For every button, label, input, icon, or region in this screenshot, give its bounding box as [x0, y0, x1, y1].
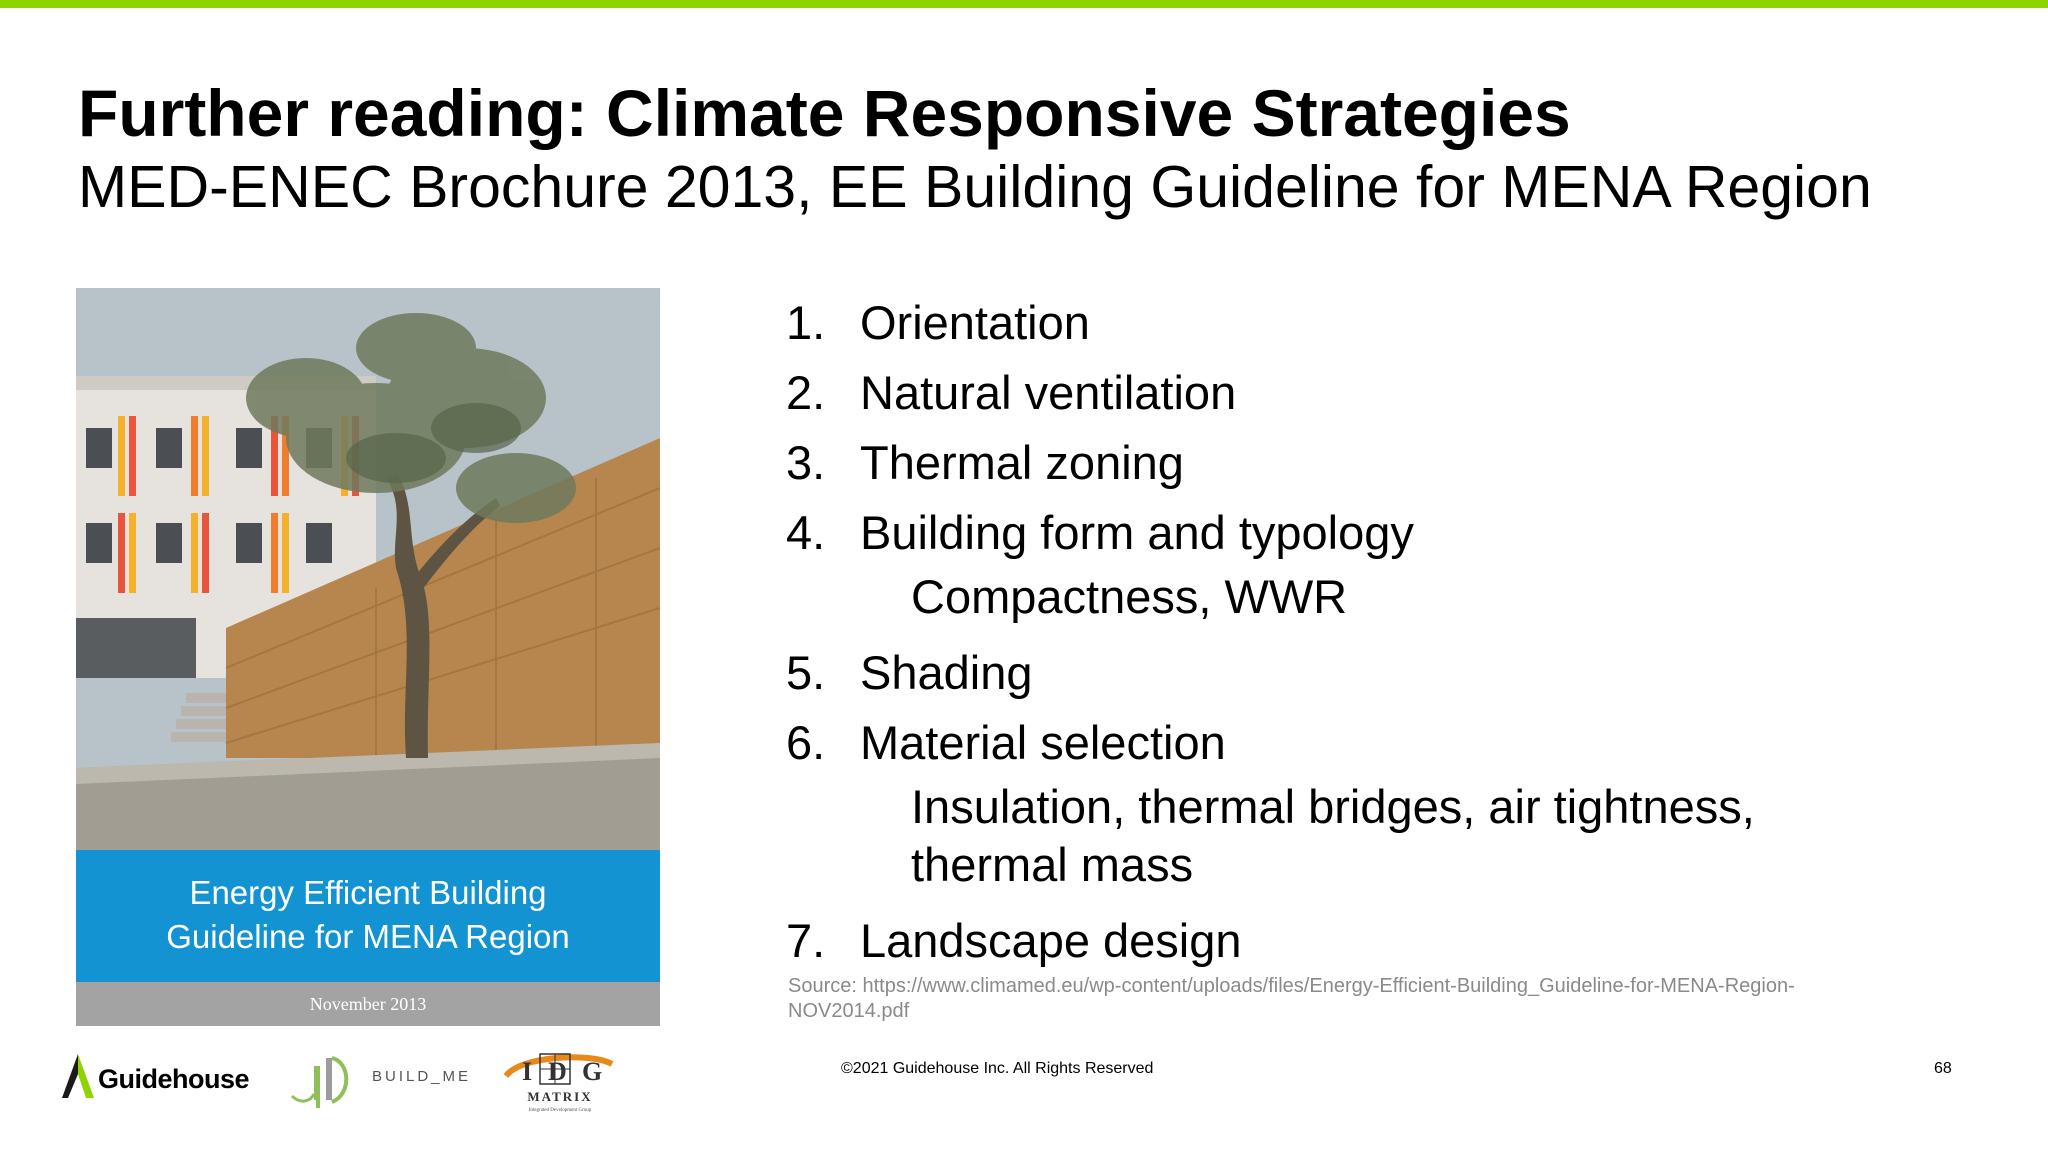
- list-item: [786, 708, 1986, 778]
- list-item: [786, 906, 1986, 976]
- strategy-list: [786, 288, 1986, 976]
- list-item: [786, 638, 1986, 708]
- brochure-cover-date: November 2013: [76, 982, 660, 1026]
- source-citation: [788, 974, 1848, 1024]
- brochure-cover-title: [76, 850, 660, 959]
- list-item-detail: [786, 568, 1986, 626]
- footer-copyright: ©2021 Guidehouse Inc. All Rights Reserved: [841, 1060, 1154, 1077]
- list-item-label: Orientation: [860, 296, 1090, 349]
- list-item-number: 1.: [786, 296, 826, 349]
- list-item-number: 4.: [786, 506, 826, 559]
- brochure-cover-photo: [76, 288, 660, 850]
- list-item-label: Natural ventilation: [860, 366, 1237, 419]
- build-me-logo-icon: [286, 1044, 366, 1112]
- list-item-label: Material selection: [860, 716, 1226, 769]
- top-accent-bar: [0, 0, 2048, 8]
- list-item-label: Building form and typology: [860, 506, 1414, 559]
- guidehouse-logo: [60, 1052, 250, 1102]
- brochure-cover: [76, 288, 660, 1026]
- list-item-number: 2.: [786, 366, 826, 419]
- slide-title: Further reading: Climate Responsive Strategies: [78, 76, 1571, 150]
- list-item: [786, 358, 1986, 428]
- list-item-label: Shading: [860, 646, 1033, 699]
- brochure-cover-title-line2: Guideline for MENA Region: [166, 918, 570, 955]
- slide-subtitle: MED-ENEC Brochure 2013, EE Building Guideline for MENA Region: [78, 154, 1872, 220]
- brochure-cover-title-line1: Energy Efficient Building: [189, 874, 547, 911]
- list-item-detail-line: thermal mass: [911, 838, 1194, 891]
- source-line: NOV2014.pdf: [788, 1000, 910, 1022]
- idg-matrix-logo-icon: [500, 1050, 620, 1114]
- source-line: Source: https://www.climamed.eu/wp-content/uploads/files/Energy-Efficient-Building_Guideline-for-MENA-Region-: [788, 975, 1795, 997]
- list-item-label: Landscape design: [860, 914, 1242, 967]
- build-me-wordmark: BUILD_ME: [372, 1068, 472, 1085]
- page-number: 68: [1934, 1060, 1952, 1077]
- idg-tagline-text: Integrated Development Group: [528, 1108, 592, 1113]
- list-item-detail-line: Compactness, WWR: [911, 570, 1348, 623]
- list-item-number: 6.: [786, 716, 826, 769]
- guidehouse-wordmark: Guidehouse: [98, 1064, 250, 1094]
- list-item-number: 7.: [786, 914, 826, 967]
- guidehouse-logo-icon: [60, 1052, 96, 1102]
- brochure-cover-title-band: [76, 850, 660, 982]
- list-item-number: 5.: [786, 646, 826, 699]
- list-item-detail: [786, 778, 1986, 894]
- list-item: [786, 428, 1986, 498]
- idg-letter-i: I: [522, 1057, 533, 1086]
- idg-letter-g: G: [582, 1057, 603, 1086]
- idg-matrix-text: MATRIX: [527, 1089, 593, 1104]
- idg-matrix-logo: [500, 1050, 620, 1114]
- idg-letter-d: D: [548, 1057, 567, 1086]
- list-item-number: 3.: [786, 436, 826, 489]
- list-item-detail-line: Insulation, thermal bridges, air tightness,: [911, 780, 1755, 833]
- build-me-logo: [286, 1044, 476, 1112]
- list-item-label: Thermal zoning: [860, 436, 1184, 489]
- list-item: [786, 498, 1986, 568]
- list-item: [786, 288, 1986, 358]
